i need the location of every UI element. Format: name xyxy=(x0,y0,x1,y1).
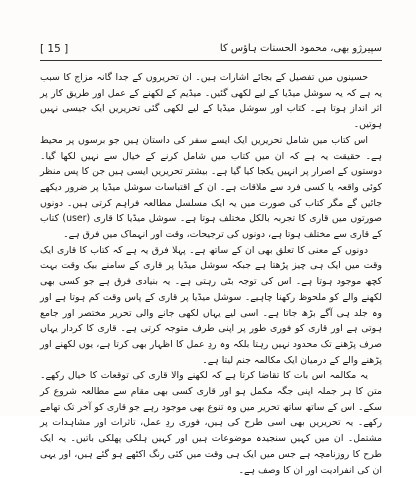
paragraph: حسینوں میں تفصیل کے بجائے اشارات ہیں۔ ان تحریروں کے جدا گانہ مزاج کا سبب یہ ہے کہ یہ سوشل میڈیا کے لیے لکھی گئیں۔ میڈیم کے لکھنے کے عمل اور طریق کار پر اثر انداز ہوتا ہے۔ کتاب اور سوشل میڈیا کے لیے لکھی گئی تحریریں ایک جیسی نہیں ہوتیں۔ xyxy=(40,72,382,131)
page-number: [ 15 ] xyxy=(40,43,69,55)
paragraph: دونوں کے معنی کا تعلق بھی ان کے ساتھ ہے۔ پہلا فرق یہ ہے کہ کتاب کا قاری ایک وقت میں ایک ہی چیز پڑھتا ہے جبکہ سوشل میڈیا پر قاری کے سامنے بیک وقت بہت کچھ موجود ہوتا ہے۔ اس کی توجہ بٹی رہتی ہے۔ یہ بنیادی فرق ہے جو کسی بھی لکھنے والے کو ملحوظ رکھنا چاہیے۔ سوشل میڈیا پر قاری کے پاس وقت کم ہوتا ہے اور وہ جلد ہی آگے بڑھ جاتا ہے۔ اسی لیے یہاں لکھی جانے والی تحریر مختصر اور جامع ہوتی ہے اور قاری کو فوری طور پر اپنی طرف متوجہ کرتی ہے۔ قاری کا کردار یہاں صرف پڑھنے تک محدود نہیں رہتا بلکہ وہ ردِ عمل کا اظہار بھی کرتا ہے، یوں لکھنے اور پڑھنے والے کے درمیان ایک مکالمہ جنم لیتا ہے۔ xyxy=(40,244,382,366)
paragraph: اس کتاب میں شامل تحریریں ایک ایسے سفر کی داستان ہیں جو برسوں پر محیط ہے۔ حقیقت یہ ہے کہ ان میں کتاب میں شامل کرنے کے خیال سے نہیں لکھا گیا۔ دوستوں کے اصرار پر انہیں یکجا کیا گیا ہے۔ بیشتر تحریریں ایسی ہیں جن کا پس منظر کوئی واقعہ یا کسی فرد سے ملاقات ہے۔ ان کے اقتباسات سوشل میڈیا پر ضرور دیکھے جائیں گے مگر کتاب کی صورت میں یہ ایک مسلسل مطالعہ فراہم کرتی ہیں۔ دونوں صورتوں میں قاری کا تجربہ بالکل مختلف ہوتا ہے۔ سوشل میڈیا کا قاری (user) کتاب کے قاری سے مختلف ہوتا ہے، دونوں کی ترجیحات، وقت اور انہماک میں فرق ہے۔ xyxy=(40,134,382,241)
running-title: سپیرژو بھی، محمود الحسنات ہاؤس کا xyxy=(219,43,382,54)
header-rule xyxy=(40,60,382,61)
paragraph: یہ مکالمہ اس بات کا تقاضا کرتا ہے کہ لکھنے والا قاری کی توقعات کا خیال رکھے۔ متن کا ہر جملہ اپنی جگہ مکمل ہو اور قاری کسی بھی مقام سے مطالعہ شروع کر سکے۔ اس کے ساتھ ساتھ تحریر میں وہ تنوع بھی موجود رہے جو قاری کو آخر تک تھامے رکھے۔ یہ تحریریں بھی اسی طرح کی ہیں، فوری ردِ عمل، تاثرات اور مشاہدات پر مشتمل۔ ان میں کہیں سنجیدہ موضوعات ہیں اور کہیں ہلکی پھلکی باتیں۔ یہ ایک طرح کا روزنامچہ ہے جس میں ایک ہی وقت میں کئی رنگ اکٹھے ہو گئے ہیں، اور یہی ان کی انفرادیت اور ان کا وصف ہے۔ xyxy=(40,370,382,476)
page-header xyxy=(40,40,382,60)
body-text xyxy=(40,70,382,478)
